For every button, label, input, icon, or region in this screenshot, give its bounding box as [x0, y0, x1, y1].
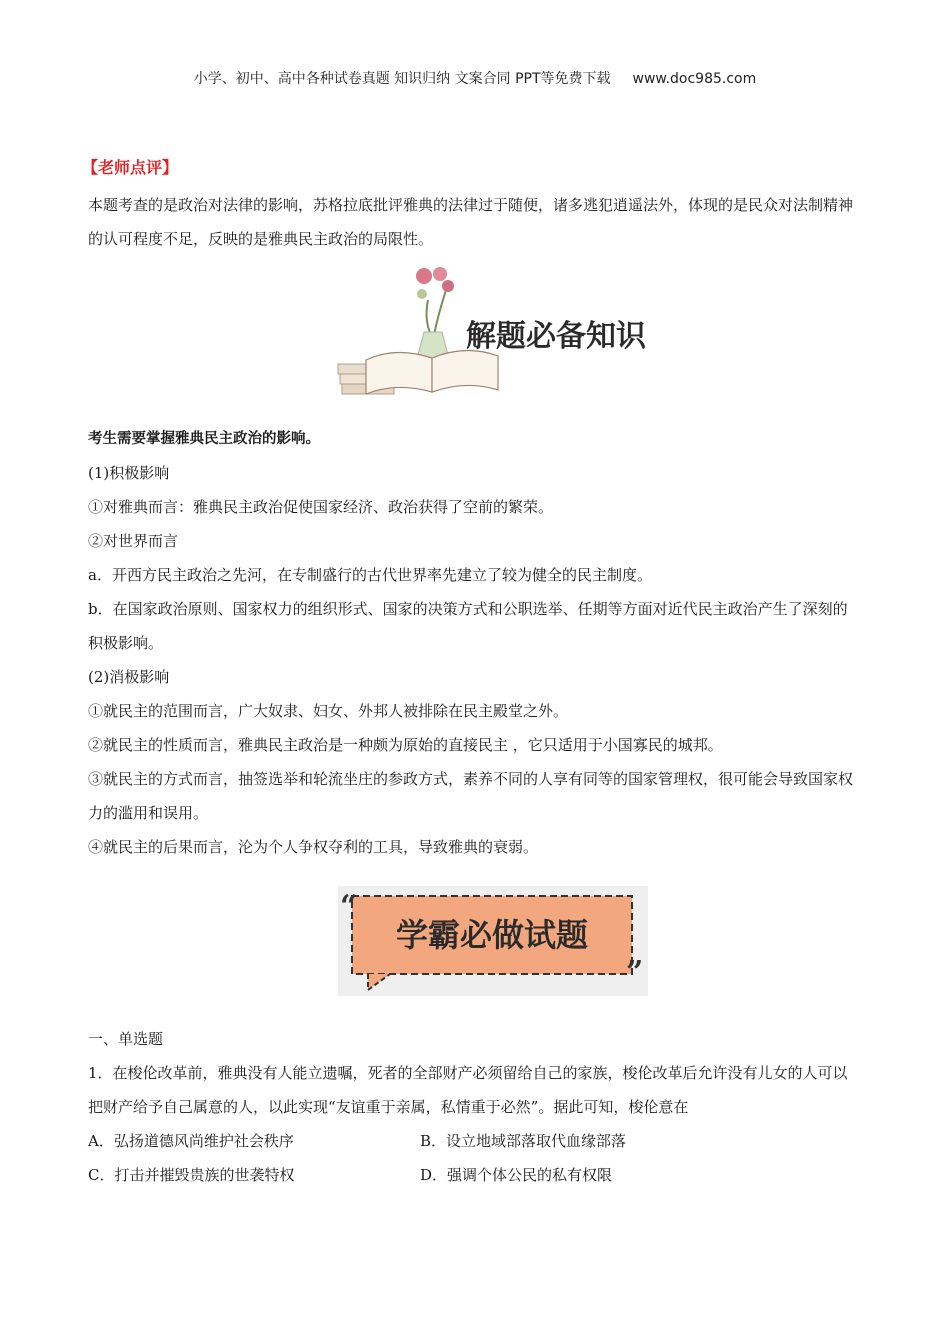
- option-a[interactable]: A．弘扬道德风尚维护社会秩序: [88, 1132, 294, 1150]
- option-d[interactable]: D．强调个体公民的私有权限: [420, 1166, 613, 1184]
- knowledge-line: ①对雅典而言：雅典民主政治促使国家经济、政治获得了空前的繁荣。: [88, 498, 554, 516]
- knowledge-intro: 考生需要掌握雅典民主政治的影响。: [88, 431, 320, 447]
- question-text: 1．在梭伦改革前，雅典没有人能立遗嘱，死者的全部财产必须留给自己的家族，梭伦改革后允许没有儿女的人可以把财产给予自己属意的人，以此实现“友谊重于亲属，私情重于必然”。据此可知，梭伦意在: [88, 1064, 848, 1116]
- option-b[interactable]: B．设立地域部落取代血缘部落: [420, 1132, 627, 1150]
- knowledge-line: (2)消极影响: [88, 668, 170, 686]
- header-url[interactable]: www.doc985.com: [632, 71, 757, 87]
- knowledge-line: ④就民主的后果而言，沦为个人争权夺利的工具，导致雅典的衰弱。: [88, 838, 539, 856]
- book-icon: [338, 350, 498, 394]
- quote-open-icon: “: [340, 889, 358, 924]
- knowledge-banner: [336, 260, 646, 400]
- options-row: [88, 1124, 862, 1158]
- knowledge-line: ①就民主的范围而言，广大奴隶、妇女、外邦人被排除在民主殿堂之外。: [88, 702, 569, 720]
- comment-body: 本题考查的是政治对法律的影响，苏格拉底批评雅典的法律过于随便，诸多逃犯逍遥法外，体现的是民众对法制精神的认可程度不足，反映的是雅典民主政治的局限性。: [88, 196, 854, 248]
- comment-title: 【老师点评】: [82, 158, 179, 177]
- teacher-comment: [82, 155, 862, 256]
- option-c[interactable]: C．打击并摧毁贵族的世袭特权: [88, 1166, 295, 1184]
- banner-title: 学霸必做试题: [395, 916, 589, 954]
- quote-close-icon: ”: [626, 955, 644, 990]
- knowledge-line: ②就民主的性质而言，雅典民主政治是一种颇为原始的直接民主 ，它只适用于小国寡民的城邦。: [88, 736, 723, 754]
- knowledge-line: b．在国家政治原则、国家权力的组织形式、国家的决策方式和公职选举、任期等方面对近代民主政治产生了深刻的积极影响。: [88, 600, 848, 652]
- exercise-banner: [338, 886, 648, 996]
- exercise-section: [88, 1022, 862, 1192]
- options-row: [88, 1158, 862, 1192]
- header-text: 小学、初中、高中各种试卷真题 知识归纳 文案合同 PPT等免费下载: [193, 71, 611, 87]
- knowledge-section: [88, 422, 862, 864]
- page-header: [0, 68, 950, 88]
- knowledge-line: (1)积极影响: [88, 464, 170, 482]
- knowledge-line: ②对世界而言: [88, 532, 179, 550]
- knowledge-line: a．开西方民主政治之先河，在专制盛行的古代世界率先建立了较为健全的民主制度。: [88, 566, 652, 584]
- section-heading: 一、单选题: [88, 1030, 164, 1048]
- banner-title: 解题必备知识: [466, 319, 646, 354]
- flower-icon: [416, 267, 454, 335]
- knowledge-line: ③就民主的方式而言，抽签选举和轮流坐庄的参政方式，素养不同的人享有同等的国家管理权，很可能会导致国家权力的滥用和误用。: [88, 770, 854, 822]
